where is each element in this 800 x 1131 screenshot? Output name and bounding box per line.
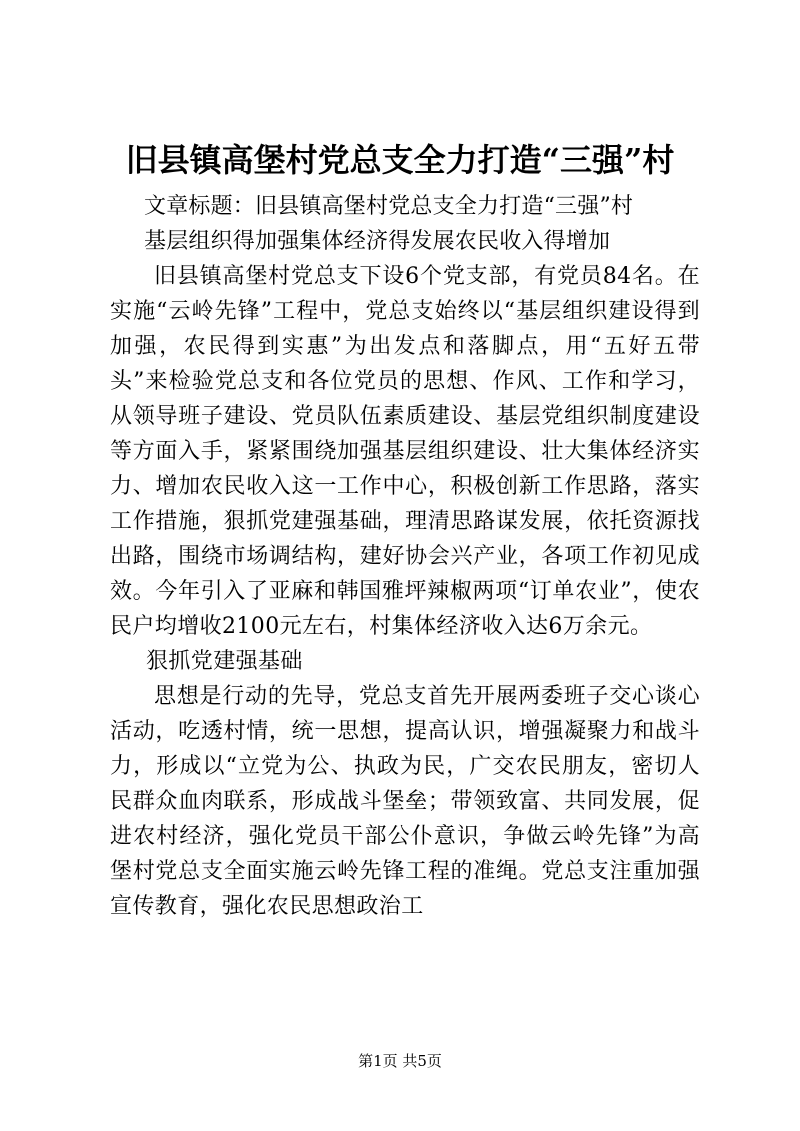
section-heading: 狠抓党建强基础 [146, 649, 303, 674]
paragraph-intro: 旧县镇高堡村党总支下设6个党支部，有党员84名。在实施“云岭先锋”工程中，党总支始终以“基层组织建设得到加强，农民得到实惠”为出发点和落脚点，用“五好五带头”来检验党总支和各位党员的思想、作风、工作和学习，从领导班子建设、党员队伍素质建设、基层党组织制度建设等方面入手，紧紧围绕加强基层组织建设、壮大集体经济实力、增加农民收入这一工作中心，积极创新工作思路，落实工作措施，狠抓党建强基础，理清思路谋发展，依托资源找出路，围绕市场调结构，建好协会兴产业，各项工作初见成效。今年引入了亚麻和韩国雅坪辣椒两项“订单农业”，使农民户均增收2100元左右，村集体经济收入达6万余元。 [110, 264, 700, 639]
page-footer: 第1页 共5页 [358, 1052, 442, 1070]
article-title-line: 文章标题：旧县镇高堡村党总支全力打造“三强”村 [144, 194, 634, 219]
document-body [110, 189, 700, 924]
paragraph-thought: 思想是行动的先导，党总支首先开展两委班子交心谈心活动，吃透村情，统一思想，提高认识，增强凝聚力和战斗力，形成以“立党为公、执政为民，广交农民朋友，密切人民群众血肉联系，形成战斗堡垒；带领致富、共同发展，促进农村经济，强化党员干部公仆意识，争做云岭先锋”为高堡村党总支全面实施云岭先锋工程的准绳。党总支注重加强宣传教育，强化农民思想政治工 [110, 684, 700, 919]
page-title: 旧县镇高堡村党总支全力打造“三强”村 [125, 141, 675, 179]
subtitle-line: 基层组织得加强集体经济得发展农民收入得增加 [144, 229, 611, 254]
